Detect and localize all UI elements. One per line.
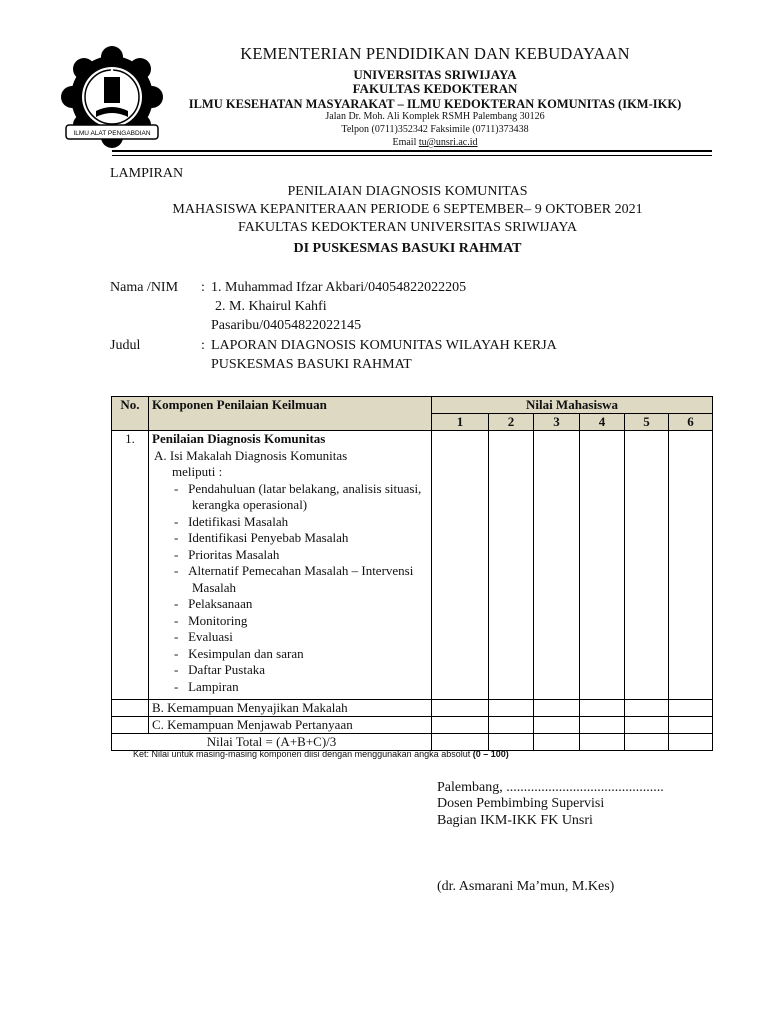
bullet-item: - Lampiran	[174, 678, 239, 694]
score-cell[interactable]	[625, 700, 669, 717]
score-cell[interactable]	[625, 734, 669, 751]
header-komponen: Komponen Penilaian Keilmuan	[149, 397, 432, 431]
title-line-2: MAHASISWA KEPANITERAAN PERIODE 6 SEPTEMBER– 9 OKTOBER 2021	[172, 202, 643, 217]
faculty-name: FAKULTAS KEDOKTERAN	[352, 81, 518, 96]
item-c: C. Kemampuan Menjawab Pertanyaan	[149, 717, 432, 734]
empty-no-cell	[112, 717, 149, 734]
university-logo	[60, 45, 164, 149]
header-nilai: Nilai Mahasiswa	[432, 397, 713, 414]
signature-role-2: Bagian IKM-IKK FK Unsri	[437, 813, 593, 828]
letterhead-rule	[112, 150, 712, 152]
row-number: 1.	[112, 431, 149, 700]
score-cell[interactable]	[625, 431, 669, 700]
bullet-item: - Idetifikasi Masalah	[174, 513, 289, 529]
bullet-item: - Prioritas Masalah	[174, 546, 280, 562]
score-cell[interactable]	[534, 431, 580, 700]
title-line-3: FAKULTAS KEDOKTERAN UNIVERSITAS SRIWIJAYA	[237, 220, 578, 235]
bullet-item: - Identifikasi Penyebab Masalah	[174, 530, 349, 545]
score-cell[interactable]	[432, 700, 489, 717]
logo-motto: ILMU ALAT PENGABDIAN	[73, 130, 151, 137]
university-name: UNIVERSITAS SRIWIJAYA	[353, 67, 517, 82]
judul-label: Judul	[110, 338, 141, 353]
email-line	[200, 137, 670, 148]
bullet-item: - Pendahuluan (latar belakang, analisis situasi, kerangka operasional)	[174, 480, 422, 512]
score-cell[interactable]	[669, 717, 713, 734]
header-student-5: 5	[625, 414, 669, 431]
judul-colon: :	[201, 338, 205, 353]
score-cell[interactable]	[669, 734, 713, 751]
score-cell[interactable]	[669, 700, 713, 717]
empty-no-cell	[112, 700, 149, 717]
bullet-item: - Evaluasi	[174, 629, 233, 644]
score-cell[interactable]	[489, 431, 534, 700]
judul-line-1: LAPORAN DIAGNOSIS KOMUNITAS WILAYAH KERJA	[211, 338, 557, 353]
header-student-3: 3	[534, 414, 580, 431]
letterhead-rule-thin	[112, 155, 712, 156]
student-2: 2. M. Khairul Kahfi	[215, 299, 327, 314]
note-range: (0 – 100)	[472, 749, 509, 759]
item-a: A. Isi Makalah Diagnosis Komunitas	[154, 447, 348, 463]
section-title: Penilaian Diagnosis Komunitas	[152, 431, 326, 446]
header-student-2: 2	[489, 414, 534, 431]
signature-name: (dr. Asmarani Ma’mun, M.Kes)	[437, 879, 615, 894]
bullet-item: - Monitoring	[174, 612, 248, 628]
table-note: Ket: Nilai untuk masing-masing komponen diisi dengan menggunakan angka absolut (0 – 100)	[133, 749, 509, 759]
score-cell[interactable]	[580, 431, 625, 700]
score-table	[111, 396, 713, 751]
header-student-6: 6	[669, 414, 713, 431]
department-name: ILMU KESEHATAN MASYARAKAT – ILMU KEDOKTERAN KOMUNITAS (IKM-IKK)	[188, 97, 682, 111]
phone: Telpon (0711)352342 Faksimile (0711)373438	[341, 124, 529, 135]
total-formula: Nilai Total = (A+B+C)/3	[112, 734, 432, 751]
header-student-1: 1	[432, 414, 489, 431]
score-cell[interactable]	[432, 431, 489, 700]
score-cell[interactable]	[580, 700, 625, 717]
header-student-4: 4	[580, 414, 625, 431]
score-cell[interactable]	[580, 717, 625, 734]
email-link[interactable]: tu@unsri.ac.id	[418, 137, 478, 148]
bullet-item: - Pelaksanaan	[174, 596, 253, 611]
title-line-1: PENILAIAN DIAGNOSIS KOMUNITAS	[287, 184, 528, 199]
header-no: No.	[112, 397, 149, 431]
score-cell[interactable]	[534, 734, 580, 751]
judul-line-2: PUSKESMAS BASUKI RAHMAT	[211, 357, 412, 372]
bullet-item: - Kesimpulan dan saran	[174, 645, 304, 661]
score-cell[interactable]	[432, 734, 489, 751]
email-label: Email	[392, 137, 419, 148]
item-b: B. Kemampuan Menyajikan Makalah	[149, 700, 432, 717]
address: Jalan Dr. Moh. Ali Komplek RSMH Palembang 30126	[325, 111, 545, 122]
score-cell[interactable]	[625, 717, 669, 734]
student-2-cont: Pasaribu/04054822022145	[211, 318, 362, 333]
lampiran-label: LAMPIRAN	[110, 166, 184, 181]
signature-place: Palembang, .............................................	[437, 780, 664, 795]
score-cell[interactable]	[432, 717, 489, 734]
nama-colon: :	[201, 280, 205, 295]
score-cell[interactable]	[669, 431, 713, 700]
title-line-4: DI PUSKESMAS BASUKI RAHMAT	[293, 241, 522, 256]
bullet-item: - Alternatif Pemecahan Masalah – Intervensi Masalah	[174, 563, 414, 595]
ministry-name: KEMENTERIAN PENDIDIKAN DAN KEBUDAYAAN	[240, 44, 630, 63]
score-cell[interactable]	[580, 734, 625, 751]
student-1: 1. Muhammad Ifzar Akbari/04054822022205	[211, 280, 467, 295]
signature-role-1: Dosen Pembimbing Supervisi	[437, 796, 605, 811]
score-cell[interactable]	[489, 717, 534, 734]
item-a-cont: meliputi :	[172, 464, 223, 479]
score-cell[interactable]	[534, 700, 580, 717]
score-cell[interactable]	[534, 717, 580, 734]
score-cell[interactable]	[489, 734, 534, 751]
component-cell	[149, 431, 432, 700]
score-cell[interactable]	[489, 700, 534, 717]
bullet-item: - Daftar Pustaka	[174, 662, 265, 677]
nama-label: Nama /NIM	[110, 280, 179, 295]
